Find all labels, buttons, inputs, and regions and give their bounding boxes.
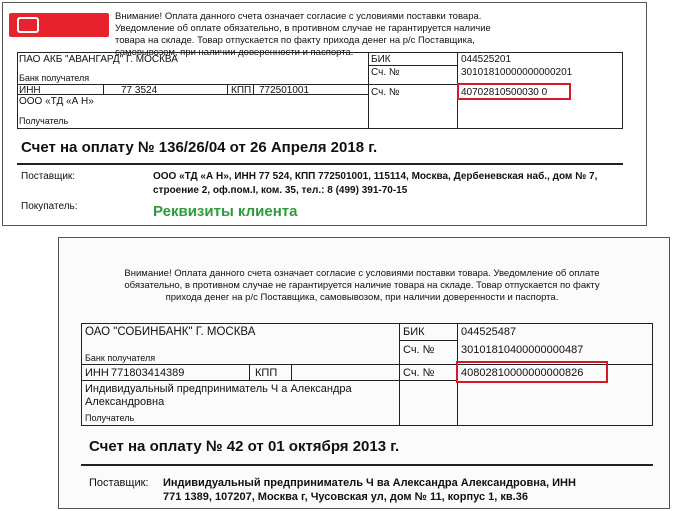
invoice-document-1 — [2, 2, 647, 226]
payment-notice: Внимание! Оплата данного счета означает согласие с условиями поставки товара. Уведомление об оплате обязательно, в противном случае не гарантируется наличие товара на складе. Товар отпускается по факту прихода денег на р/с Поставщика, — [115, 11, 491, 46]
bank-label: Банк получателя — [19, 73, 90, 83]
inn-value: 771803414389 — [111, 367, 185, 379]
inn-value: 77 3524 — [121, 85, 158, 96]
bank-name: ОАО "СОБИНБАНК" Г. МОСКВА — [85, 326, 256, 338]
supplier-line-1: ООО «ТД «А Н», ИНН 77 524, КПП 772501001, 115114, Москва, Дербеневская наб., дом № 7, — [153, 171, 598, 182]
supplier-label: Поставщик: — [21, 171, 76, 182]
bik-value: 044525201 — [461, 54, 512, 65]
inn-label: ИНН — [19, 85, 41, 96]
invoice-title: Счет на оплату № 136/26/04 от 26 Апреля 2018 г. — [21, 139, 378, 156]
bik-value: 044525487 — [461, 326, 517, 338]
account-value: 40802810000000000826 — [461, 367, 584, 379]
recipient-label: Получатель — [85, 413, 135, 423]
client-details-caption: Реквизиты клиента — [153, 203, 298, 220]
bank-label: Банк получателя — [85, 353, 156, 363]
kpp-label: КПП — [231, 85, 252, 96]
kpp-value: 772501001 — [259, 85, 310, 96]
bank-logo — [9, 13, 109, 37]
payment-notice: Внимание! Оплата данного счета означает согласие с условиями поставки товара. Уведомление об оплате обязательно, в противном случае не гарантируется наличие товара на складе. Товар отпускается по факту прихода денег на р/с Поставщика, самовывозом, при наличии доверенности и паспорта. — [124, 268, 600, 303]
supplier-label: Поставщик: — [89, 477, 149, 489]
bik-label: БИК — [371, 54, 391, 65]
account-label: Сч. № — [371, 87, 400, 98]
inn-label: ИНН — [85, 367, 109, 379]
recipient-name: ООО «ТД «А Н» — [19, 96, 94, 107]
supplier-line-2: строение 2, оф.пом.I, ком. 35, тел.: 8 (499) 391-70-15 — [153, 185, 408, 196]
account-highlight — [456, 361, 608, 383]
payer-label: Покупатель: — [21, 201, 78, 212]
account-label: Сч. № — [403, 367, 435, 379]
kpp-label: КПП — [255, 367, 278, 379]
recipient-label: Получатель — [19, 116, 69, 126]
corr-account-label: Сч. № — [403, 344, 435, 356]
corr-account-label: Сч. № — [371, 67, 400, 78]
recipient-line-1: Индивидуальный предприниматель Ч а Александра — [85, 383, 352, 395]
supplier-line-2: 771 1389, 107207, Москва г, Чусовская ул, дом № 11, корпус 1, кв.36 — [163, 491, 528, 503]
bank-name: ПАО АКБ "АВАНГАРД" Г. МОСКВА — [19, 54, 178, 65]
invoice-title: Счет на оплату № 42 от 01 октября 2013 г. — [89, 438, 400, 455]
account-highlight — [457, 83, 571, 100]
recipient-line-2: Александровна — [85, 396, 165, 408]
corr-account-value: 30101810000000000201 — [461, 67, 573, 78]
logo-icon — [17, 17, 39, 33]
supplier-line-1: Индивидуальный предприниматель Ч ва Александра Александровна, ИНН — [163, 477, 576, 489]
account-value: 40702810500030 0 — [461, 87, 548, 98]
invoice-document-2 — [58, 237, 670, 509]
bik-label: БИК — [403, 326, 425, 338]
corr-account-value: 30101810400000000487 — [461, 344, 584, 356]
